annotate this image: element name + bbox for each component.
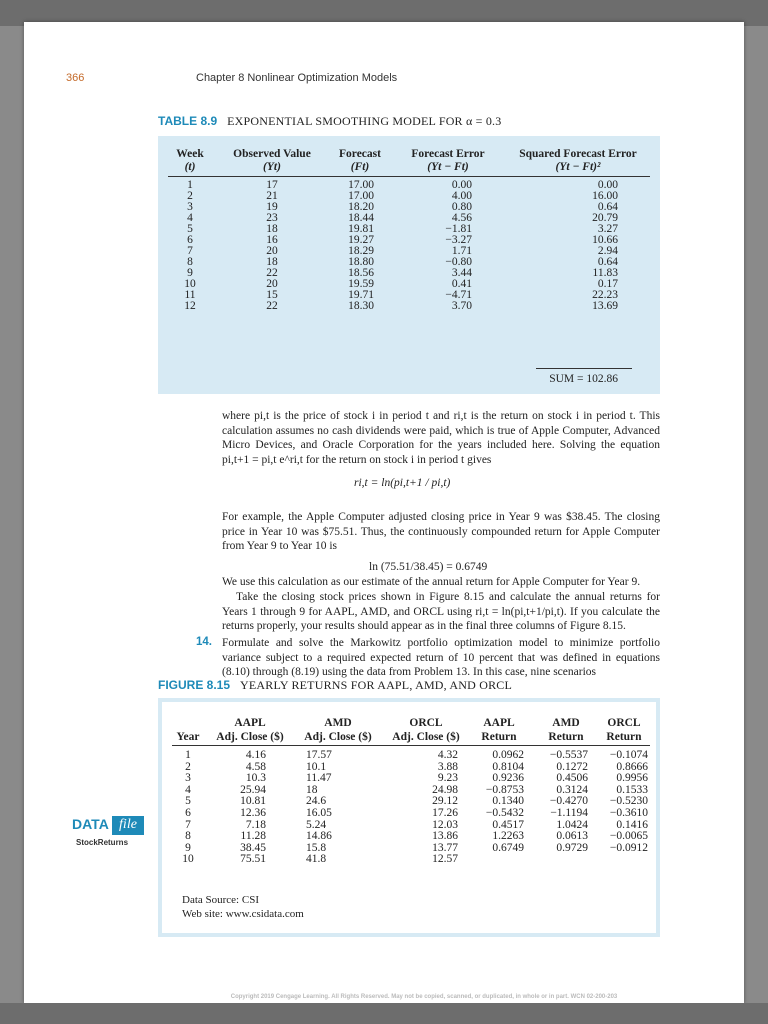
table-cell: 22: [266, 267, 278, 279]
table-cell: 11: [184, 289, 196, 301]
table-cell: 0.3124: [556, 783, 588, 796]
figure-label: FIGURE 8.15: [158, 678, 231, 692]
header-week: Week (t): [176, 148, 204, 173]
data-website: Web site: www.csidata.com: [182, 908, 304, 920]
table-cell: 18.80: [348, 256, 374, 268]
header-squared: Squared Forecast Error (Yt − Ft)²: [519, 148, 637, 173]
table-cell: 17.00: [348, 179, 374, 191]
page-number: 366: [66, 72, 85, 84]
copyright-watermark: Copyright 2019 Cengage Learning. All Rights Reserved. May not be copied, scanned, or duplicated, in whole or in part. WCN 02-200-203: [230, 994, 618, 1000]
table-cell: 0.9236: [492, 772, 524, 785]
table-cell: 4.00: [451, 190, 472, 202]
figure-title: YEARLY RETURNS FOR AAPL, AMD, AND ORCL: [240, 678, 513, 692]
table-cell: 9: [187, 267, 193, 279]
table-cell: 14.86: [306, 830, 332, 843]
table-cell: 20.79: [592, 212, 618, 224]
table-cell: −0.5230: [609, 795, 648, 808]
table-cell: 10: [184, 278, 196, 290]
table-cell: 24.98: [432, 783, 458, 796]
table-cell: 3.88: [437, 760, 458, 773]
table-cell: 16.00: [592, 190, 618, 202]
paragraph-5: Formulate and solve the Markowitz portfolio optimization model to minimize portfolio variance subject to a required expected return of 10 percent that was defined in equations (8.10) through (8.19) using the data from Problem 13. In this case, nine scenarios: [222, 637, 660, 679]
table-cell: 1.71: [451, 245, 472, 257]
table-cell: 10.81: [240, 795, 266, 808]
column-amd-return: [532, 750, 588, 854]
table-cell: 11.83: [592, 267, 618, 279]
fig-header-orcl-close: ORCL Adj. Close ($): [392, 717, 460, 743]
table-cell: 0.4517: [492, 818, 524, 831]
table-cell: 9.23: [437, 772, 458, 785]
table-cell: 0.80: [451, 201, 472, 213]
table-cell: 4.56: [451, 212, 472, 224]
table-cell: −0.3610: [609, 806, 648, 819]
table-cell: 3.44: [451, 267, 472, 279]
table-cell: 75.51: [240, 853, 266, 866]
table-cell: 4: [185, 783, 191, 796]
table-box: [158, 136, 660, 394]
table-cell: 19.27: [348, 234, 374, 246]
table-cell: 19.71: [348, 289, 374, 301]
formula-example: ln (75.51/38.45) = 0.6749: [369, 561, 488, 573]
table-cell: 18: [266, 223, 278, 235]
table-cell: 3: [187, 201, 193, 213]
table-cell: 11.28: [240, 830, 266, 843]
header-forecast: Forecast (Ft): [339, 148, 381, 173]
table-cell: 18.20: [348, 201, 374, 213]
table-cell: 9: [185, 841, 191, 854]
table-cell: 6: [185, 806, 191, 819]
table-cell: 17.57: [306, 749, 332, 761]
table-cell: 0.64: [597, 256, 618, 268]
table-cell: 0.0613: [556, 830, 588, 843]
table-cell: 5.24: [306, 818, 327, 831]
table-cell: 16.05: [306, 806, 332, 819]
table-cell: 7.18: [245, 818, 266, 831]
table-cell: −3.27: [445, 234, 472, 246]
figure-inner: [162, 702, 656, 933]
data-file-icon: [72, 816, 148, 836]
table-cell: 0.6749: [492, 841, 524, 854]
column-week: [168, 180, 212, 312]
table-cell: 18: [266, 256, 278, 268]
table-cell: 3.27: [597, 223, 618, 235]
paragraph-1: where pi,t is the price of stock i in period t and ri,t is the return on stock i in period t. This calculation assumes no cash dividends were paid, which is true of Apple Computer, Advanced Micro Devices, and Oracle Corporation for the years included here. Solving the equation pi,t+1 = pi,t e^ri,t for the return on stock i in period t gives: [222, 410, 660, 466]
table-cell: 13.86: [432, 830, 458, 843]
table-cell: 10: [182, 853, 194, 866]
table-title: EXPONENTIAL SMOOTHING MODEL FOR α = 0.3: [227, 114, 502, 128]
problem-number: 14.: [196, 636, 212, 648]
header-observed: Observed Value (Yt): [233, 148, 311, 173]
table-cell: 5: [187, 223, 193, 235]
table-cell: 38.45: [240, 841, 266, 854]
formula-return: ri,t = ln(pi,t+1 / pi,t): [354, 477, 451, 489]
table-cell: 0.1533: [616, 783, 648, 796]
column-error: [398, 180, 472, 312]
column-orcl-return: [592, 750, 648, 854]
sum-rule: [536, 368, 632, 369]
running-head: Chapter 8 Nonlinear Optimization Models: [196, 72, 398, 84]
table-cell: 18.30: [348, 300, 374, 312]
table-cell: −0.0065: [609, 830, 648, 843]
column-year: [168, 750, 208, 866]
table-cell: 25.94: [240, 783, 266, 796]
table-cell: 19: [266, 201, 278, 213]
table-cell: 0.4506: [556, 772, 588, 785]
table-cell: 24.6: [306, 795, 327, 808]
table-cell: 4.32: [437, 749, 458, 761]
table-cell: 1: [185, 749, 191, 761]
table-cell: −0.5537: [549, 749, 588, 761]
table-cell: 12: [184, 300, 196, 312]
table-cell: 17: [266, 179, 278, 191]
fig-header-aapl-close: AAPL Adj. Close ($): [216, 717, 284, 743]
table-cell: 17.00: [348, 190, 374, 202]
fig-header-rule: [172, 745, 650, 746]
table-cell: 18.29: [348, 245, 374, 257]
fig-header-amd-close: AMD Adj. Close ($): [304, 717, 372, 743]
table-cell: −4.71: [445, 289, 472, 301]
column-aapl-close: [206, 750, 266, 866]
table-cell: 10.1: [306, 760, 327, 773]
table-cell: 0.8666: [616, 760, 648, 773]
table-cell: 0.9729: [556, 841, 588, 854]
table-cell: −0.0912: [609, 841, 648, 854]
table-cell: 4.16: [245, 749, 266, 761]
table-cell: 4: [187, 212, 193, 224]
table-cell: 0.41: [451, 278, 472, 290]
table-cell: 0.1416: [616, 818, 648, 831]
data-source: Data Source: CSI: [182, 894, 259, 906]
table-cell: 18.56: [348, 267, 374, 279]
table-cell: 19.81: [348, 223, 374, 235]
table-cell: 10.66: [592, 234, 618, 246]
column-observed: [222, 180, 322, 312]
table-cell: 21: [266, 190, 278, 202]
table-cell: 10.3: [245, 772, 266, 785]
table-cell: 0.00: [597, 179, 618, 191]
table-cell: 29.12: [432, 795, 458, 808]
table-cell: 8: [185, 830, 191, 843]
column-forecast: [322, 180, 374, 312]
paragraph-2: For example, the Apple Computer adjusted closing price in Year 9 was $38.45. The closing price in Year 10 was $75.51. Thus, the continuously compounded return for Apple Computer from Year 9 to Year 10 is: [222, 511, 660, 553]
table-cell: −0.5432: [485, 806, 524, 819]
table-cell: 2: [187, 190, 193, 202]
column-squared: [508, 180, 618, 312]
table-cell: 7: [187, 245, 193, 257]
table-cell: 12.03: [432, 818, 458, 831]
column-amd-close: [306, 750, 366, 866]
viewer-bottom-bar: [0, 1003, 768, 1024]
fig-header-aapl-return: AAPL Return: [481, 717, 517, 743]
sum-value: SUM = 102.86: [549, 373, 618, 385]
table-cell: 22: [266, 300, 278, 312]
table-cell: 4.58: [245, 760, 266, 773]
table-cell: 0.1272: [556, 760, 588, 773]
table-cell: 8: [187, 256, 193, 268]
table-cell: 41.8: [306, 853, 327, 866]
table-cell: 5: [185, 795, 191, 808]
table-cell: 23: [266, 212, 278, 224]
fig-header-amd-return: AMD Return: [548, 717, 584, 743]
table-cell: 0.1340: [492, 795, 524, 808]
table-cell: 0.64: [597, 201, 618, 213]
table-cell: 3: [185, 772, 191, 785]
header-error: Forecast Error (Yt − Ft): [411, 148, 485, 173]
table-cell: 2: [185, 760, 191, 773]
table-cell: 0.9956: [616, 772, 648, 785]
table-cell: 22.23: [592, 289, 618, 301]
table-cell: 19.59: [348, 278, 374, 290]
paragraph-4: Take the closing stock prices shown in Figure 8.15 and calculate the annual returns for Years 1 through 9 for AAPL, AMD, and ORCL using ri,t = ln(pi,t+1/pi,t). If you calculate the returns properly, your results should appear as in the final three columns of Figure 8.15.: [222, 591, 660, 633]
file-word: file: [112, 816, 144, 835]
table-cell: 1.2263: [492, 830, 524, 843]
table-cell: 18: [306, 783, 318, 796]
figure-caption: [158, 676, 512, 694]
table-caption: [158, 112, 501, 130]
column-orcl-close: [398, 750, 458, 866]
table-label: TABLE 8.9: [158, 114, 218, 128]
book-page: [24, 22, 744, 1003]
table-cell: −1.81: [445, 223, 472, 235]
table-cell: 13.69: [592, 300, 618, 312]
table-cell: 3.70: [451, 300, 472, 312]
table-cell: 0.00: [451, 179, 472, 191]
table-cell: 1: [187, 179, 193, 191]
table-cell: 11.47: [306, 772, 332, 785]
table-cell: 0.8104: [492, 760, 524, 773]
table-cell: 18.44: [348, 212, 374, 224]
table-cell: 15: [266, 289, 278, 301]
table-cell: 6: [187, 234, 193, 246]
table-cell: 7: [185, 818, 191, 831]
table-cell: −0.1074: [609, 749, 648, 761]
table-cell: 12.57: [432, 853, 458, 866]
table-cell: −0.8753: [485, 783, 524, 796]
data-file-name: StockReturns: [76, 838, 129, 847]
table-cell: 2.94: [597, 245, 618, 257]
header-rule: [168, 176, 650, 177]
table-cell: 13.77: [432, 841, 458, 854]
table-cell: 0.0962: [492, 749, 524, 761]
table-cell: 1.0424: [556, 818, 588, 831]
table-cell: −1.1194: [550, 806, 588, 819]
table-cell: −0.4270: [549, 795, 588, 808]
table-cell: 16: [266, 234, 278, 246]
data-word: DATA: [72, 816, 109, 832]
table-cell: 20: [266, 245, 278, 257]
table-cell: −0.80: [445, 256, 472, 268]
table-cell: 0.17: [597, 278, 618, 290]
fig-header-year: Year: [176, 731, 200, 743]
column-aapl-return: [468, 750, 524, 854]
table-cell: 12.36: [240, 806, 266, 819]
table-cell: 20: [266, 278, 278, 290]
paragraph-3: We use this calculation as our estimate of the annual return for Apple Computer for Year 9.: [222, 576, 641, 588]
figure-box: [158, 698, 660, 937]
fig-header-orcl-return: ORCL Return: [606, 717, 642, 743]
table-cell: 15.8: [306, 841, 327, 854]
table-cell: 17.26: [432, 806, 458, 819]
